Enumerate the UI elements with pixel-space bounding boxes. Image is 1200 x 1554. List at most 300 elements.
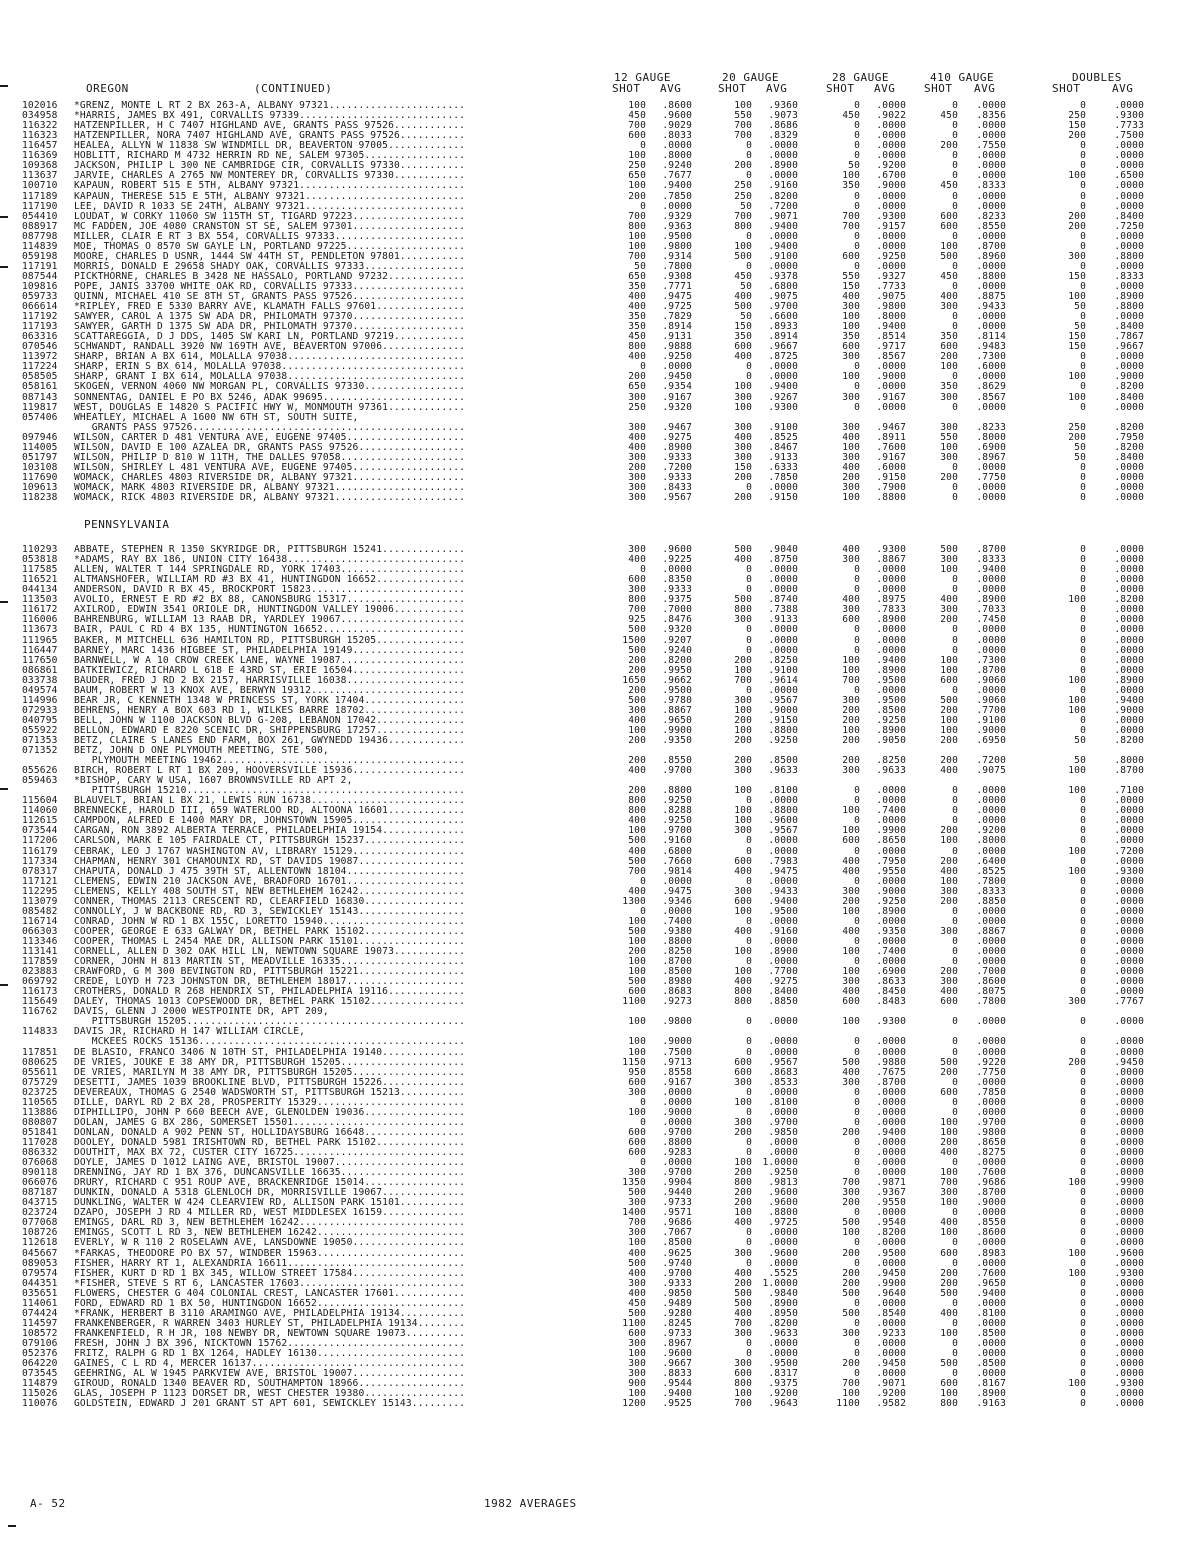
member-id: 117191 [22, 260, 58, 272]
shot-average: .8683 [662, 986, 692, 998]
member-id: 058505 [22, 371, 58, 383]
shot-average: .6000 [876, 461, 906, 473]
shot-count: 50 [1074, 734, 1086, 746]
shot-average: .0000 [1114, 935, 1144, 947]
member-id: 110293 [22, 544, 58, 555]
shot-average: .0000 [1114, 1167, 1144, 1179]
shot-average: .9300 [1114, 1378, 1144, 1390]
shot-average: .8540 [876, 1307, 906, 1319]
shot-count: 500 [628, 694, 646, 706]
member-id: 113346 [22, 935, 58, 947]
shot-count: 100 [628, 1016, 646, 1028]
shot-count: 0 [952, 785, 958, 797]
shot-average: .8000 [876, 311, 906, 323]
shot-average: .6900 [876, 966, 906, 978]
shot-average: .8200 [768, 1317, 798, 1329]
shot-count: 400 [940, 765, 958, 777]
shot-count: 0 [746, 795, 752, 807]
shot-count: 800 [734, 220, 752, 232]
shot-average: .0000 [876, 684, 906, 696]
shot-count: 200 [842, 895, 860, 907]
shot-average: .9880 [876, 1056, 906, 1068]
member-name-address: SCATTAREGGIA, D J DDS, 1405 SW KARI LN, PORTLAND 97219............ [74, 332, 466, 343]
shot-count: 0 [1080, 1096, 1086, 1108]
shot-average: .7700 [768, 966, 798, 978]
shot-average: .9375 [662, 594, 692, 606]
shot-count: 0 [1080, 361, 1086, 373]
shot-average: .0000 [1114, 604, 1144, 616]
shot-average: .9571 [662, 1207, 692, 1219]
shot-count: 300 [628, 1337, 646, 1349]
shot-count: 0 [746, 260, 752, 272]
shot-count: 300 [628, 704, 646, 716]
shot-count: 600 [628, 1327, 646, 1339]
shot-count: 300 [628, 492, 646, 503]
shot-count: 100 [842, 905, 860, 917]
shot-average: .8356 [976, 110, 1006, 121]
shot-average: .9314 [662, 250, 692, 262]
shot-average: .8875 [976, 291, 1006, 302]
shot-count: 100 [1068, 765, 1086, 777]
shot-count: 0 [1080, 1287, 1086, 1299]
shot-count: 200 [628, 461, 646, 473]
shot-count: 0 [1080, 1227, 1086, 1239]
shot-average: .0000 [876, 875, 906, 887]
shot-average: .0000 [976, 1317, 1006, 1329]
member-name-address: WILSON, SHIRLEY L 481 VENTURA AVE, EUGENE 97405................... [74, 462, 466, 473]
shot-average: .0000 [1114, 805, 1144, 817]
shot-average: .0000 [976, 574, 1006, 586]
shot-average: .8911 [876, 431, 906, 443]
shot-count: 50 [1074, 321, 1086, 333]
shot-average: .0000 [876, 795, 906, 807]
member-id: 070546 [22, 341, 58, 353]
shot-average: .8400 [1114, 451, 1144, 463]
shot-count: 1300 [622, 895, 646, 907]
shot-average: .9354 [662, 381, 692, 393]
shot-average: .0000 [876, 644, 906, 656]
shot-average: .7675 [876, 1066, 906, 1078]
shot-count: 700 [734, 674, 752, 686]
shot-count: 0 [952, 1368, 958, 1380]
shot-count: 0 [640, 1096, 646, 1108]
shot-count: 450 [940, 180, 958, 192]
continued-label: (CONTINUED) [254, 82, 333, 95]
shot-average: .8288 [662, 805, 692, 817]
member-name-address: BLAUVELT, BRIAN L BX 21, LEWIS RUN 16738.......................... [74, 796, 466, 807]
member-name-address: BEAR JR, C KENNETH 1348 W PRINCESS ST, YORK 17404................. [74, 695, 466, 706]
shot-average: .9000 [662, 1036, 692, 1048]
shot-average: .0000 [1114, 976, 1144, 988]
shot-average: .0000 [976, 311, 1006, 323]
shot-average: .7850 [768, 471, 798, 483]
shot-count: 0 [1080, 905, 1086, 917]
member-name-address: PLYMOUTH MEETING 19462......................................... [74, 756, 466, 766]
shot-count: 0 [1080, 381, 1086, 393]
member-name-address: SAWYER, GARTH D 1375 SW ADA DR, PHILOMATH 97370................... [74, 322, 466, 333]
shot-count: 800 [734, 1378, 752, 1390]
shot-average: .0000 [976, 845, 1006, 857]
member-name-address: PICKTHORNE, CHARLES B 3428 NE HASSALO, PORTLAND 97232............. [74, 271, 466, 282]
member-name-address: GLAS, JOSEPH P 1123 DORSET DR, WEST CHESTER 19380................. [74, 1389, 466, 1400]
member-id: 054410 [22, 210, 58, 222]
shot-average: .9850 [768, 1126, 798, 1138]
shot-average: .9550 [876, 1197, 906, 1209]
shot-average: .9686 [662, 1217, 692, 1229]
member-name-address: ABBATE, STEPHEN R 1350 SKYRIDGE DR, PITTSBURGH 15241.............. [74, 545, 466, 555]
shot-average: .9475 [768, 865, 798, 877]
shot-average: .0000 [768, 845, 798, 857]
shot-average: .9600 [768, 1247, 798, 1259]
shot-count: 400 [734, 431, 752, 443]
shot-count: 700 [940, 1177, 958, 1189]
shot-average: .8983 [976, 1247, 1006, 1259]
shot-count: 150 [734, 321, 752, 333]
shot-count: 400 [734, 925, 752, 937]
shot-average: .0000 [976, 120, 1006, 132]
shot-count: 200 [940, 734, 958, 746]
shot-average: .0000 [876, 1096, 906, 1108]
shot-average: .9850 [662, 1287, 692, 1299]
shot-count: 350 [734, 331, 752, 343]
member-name-address: *HARRIS, JAMES BX 491, CORVALLIS 97339............................ [74, 111, 466, 121]
shot-count: 0 [746, 845, 752, 857]
member-id: 115649 [22, 996, 58, 1008]
shot-average: .7000 [662, 604, 692, 616]
shot-average: .0000 [976, 481, 1006, 493]
shot-count: 0 [952, 915, 958, 927]
shot-count: 350 [940, 381, 958, 393]
shot-count: 100 [628, 935, 646, 947]
shot-count: 200 [734, 1187, 752, 1199]
shot-average: .0000 [1114, 1126, 1144, 1138]
shot-average: .8850 [976, 895, 1006, 907]
shot-count: 0 [746, 564, 752, 576]
page-number: A- 52 [30, 1497, 66, 1510]
shot-average: .9433 [976, 301, 1006, 312]
member-id: 076068 [22, 1157, 58, 1168]
member-id: 080807 [22, 1116, 58, 1128]
shot-average: .0000 [662, 1116, 692, 1128]
shot-average: .7400 [876, 946, 906, 957]
shot-average: .0000 [768, 1237, 798, 1249]
shot-average: .0000 [662, 1086, 692, 1098]
shot-count: 0 [952, 481, 958, 493]
member-name-address: CLEMENS, EDWIN 210 JACKSON AVE, BRADFORD 16701.................... [74, 876, 466, 887]
shot-count: 300 [842, 1327, 860, 1339]
shot-count: 600 [628, 1147, 646, 1158]
shot-count: 300 [734, 1247, 752, 1259]
shot-average: .6800 [662, 845, 692, 857]
shot-count: 100 [940, 1167, 958, 1179]
shot-average: .9000 [976, 724, 1006, 736]
shot-count: 0 [746, 371, 752, 383]
member-id: 117193 [22, 321, 58, 333]
shot-count: 500 [940, 250, 958, 262]
shot-count: 0 [854, 845, 860, 857]
shot-average: .9075 [768, 291, 798, 302]
shot-average: .0000 [976, 805, 1006, 817]
member-name-address: CAMPDON, ALFRED E 1400 MARY DR, JOHNSTOWN 15905................... [74, 816, 466, 827]
shot-average: .7200 [976, 755, 1006, 766]
margin-tick [0, 216, 8, 218]
shot-count: 100 [842, 170, 860, 182]
shot-count: 400 [940, 865, 958, 877]
shot-average: .8250 [662, 946, 692, 957]
shot-count: 100 [842, 664, 860, 676]
shot-count: 100 [628, 724, 646, 736]
shot-average: .7750 [976, 1066, 1006, 1078]
shot-count: 600 [842, 250, 860, 262]
shot-average: .9450 [876, 1358, 906, 1369]
shot-average: .9614 [768, 674, 798, 686]
member-id: 114597 [22, 1317, 58, 1329]
member-name-address: CROTHERS, DONALD R 268 HENDRIX ST, PHILADELPHIA 19116............. [74, 987, 466, 998]
shot-count: 0 [854, 1096, 860, 1108]
shot-count: 200 [628, 664, 646, 676]
shot-average: 1.0000 [762, 1277, 798, 1289]
margin-tick [0, 601, 8, 603]
shot-count: 0 [854, 1257, 860, 1269]
shot-count: 700 [734, 120, 752, 132]
shot-average: .0000 [876, 1167, 906, 1179]
shot-count: 0 [746, 1106, 752, 1118]
shot-average: .8700 [876, 1076, 906, 1088]
shot-average: .8900 [876, 905, 906, 917]
shot-average: .9320 [662, 401, 692, 413]
shot-count: 50 [740, 200, 752, 212]
shot-count: 400 [734, 976, 752, 988]
shot-count: 0 [746, 956, 752, 967]
shot-count: 0 [1080, 100, 1086, 111]
shot-count: 0 [854, 624, 860, 636]
shot-average: .0000 [876, 140, 906, 152]
shot-count: 0 [1080, 714, 1086, 726]
shot-count: 0 [746, 1086, 752, 1098]
shot-count: 200 [842, 1277, 860, 1289]
member-name-address: EVERLY, W R 110 2 ROSELAWN AVE, LANSDOWNE 19050................... [74, 1238, 466, 1249]
shot-average: .9071 [876, 1378, 906, 1390]
member-name-address: SCHWANDT, RANDALL 3920 NW 169TH AVE, BEAVERTON 97006.............. [74, 342, 466, 353]
shot-average: .0000 [976, 946, 1006, 957]
shot-count: 400 [842, 1066, 860, 1078]
shot-count: 800 [734, 986, 752, 998]
shot-average: .0000 [1114, 905, 1144, 917]
shot-count: 300 [734, 825, 752, 837]
shot-average: .9250 [876, 714, 906, 726]
shot-count: 0 [1080, 624, 1086, 636]
shot-average: .9283 [662, 1147, 692, 1158]
shot-count: 0 [1080, 946, 1086, 957]
shot-count: 200 [940, 351, 958, 363]
member-name-address: DRURY, RICHARD C 951 ROUP AVE, BRACKENRIDGE 15014................. [74, 1178, 466, 1189]
shot-count: 300 [734, 765, 752, 777]
shot-average: .8500 [976, 1327, 1006, 1339]
shot-average: .0000 [1114, 461, 1144, 473]
shot-average: .8967 [976, 451, 1006, 463]
shot-count: 0 [1080, 280, 1086, 292]
shot-average: .8525 [768, 431, 798, 443]
shot-count: 300 [628, 1086, 646, 1098]
shot-average: .0000 [876, 1036, 906, 1048]
shot-count: 0 [640, 564, 646, 576]
shot-average: .7400 [876, 805, 906, 817]
member-name-address: BAKER, M MITCHELL 636 HAMILTON RD, PITTSBURGH 15205............... [74, 635, 466, 646]
shot-average: .0000 [1114, 825, 1144, 837]
shot-average: .8800 [662, 785, 692, 797]
shot-average: .9567 [768, 825, 798, 837]
shot-count: 300 [734, 885, 752, 897]
shot-count: 150 [1068, 120, 1086, 132]
shot-average: .0000 [876, 1257, 906, 1269]
shot-average: .0000 [1114, 1086, 1144, 1098]
member-name-address: HATZENPILLER, NORA 7407 HIGHLAND AVE, GRANTS PASS 97526........... [74, 131, 466, 142]
shot-average: .9713 [662, 1056, 692, 1068]
shot-count: 0 [952, 634, 958, 646]
shot-average: .6950 [976, 734, 1006, 746]
shot-count: 500 [842, 1217, 860, 1229]
shot-average: .8558 [662, 1066, 692, 1078]
shot-average: .8329 [768, 130, 798, 142]
shot-count: 700 [734, 130, 752, 142]
member-id: 114996 [22, 694, 58, 706]
member-name-address: FISHER, KURT D RD 1 BX 345, WILLOW STREET 17584................... [74, 1268, 466, 1279]
member-name-address: CORNER, JOHN H 813 MARTIN ST, MEADVILLE 16335..................... [74, 957, 466, 967]
member-name-address: CLEMENS, KELLY 408 SOUTH ST, NEW BETHLEHEM 16242.................. [74, 886, 466, 897]
shot-count: 100 [940, 240, 958, 252]
member-id: 097946 [22, 431, 58, 443]
shot-average: .0000 [976, 634, 1006, 646]
member-id: 117851 [22, 1046, 58, 1058]
shot-average: .0000 [768, 361, 798, 373]
shot-average: .7600 [976, 1167, 1006, 1179]
shot-average: .8275 [976, 1147, 1006, 1158]
shot-count: 0 [746, 584, 752, 596]
shot-subheader: SHOT [1052, 82, 1081, 95]
shot-average: .0000 [976, 1297, 1006, 1309]
member-id: 086332 [22, 1147, 58, 1158]
shot-average: .0000 [768, 1227, 798, 1239]
shot-average: .9433 [768, 885, 798, 897]
shot-count: 0 [952, 160, 958, 172]
shot-count: 350 [628, 280, 646, 292]
shot-average: .8800 [768, 724, 798, 736]
shot-count: 0 [952, 644, 958, 656]
shot-average: .9700 [662, 1167, 692, 1179]
member-id: 059198 [22, 250, 58, 262]
shot-count: 0 [1080, 1106, 1086, 1118]
shot-count: 300 [842, 421, 860, 433]
shot-average: .9544 [662, 1378, 692, 1390]
shot-count: 550 [734, 110, 752, 121]
shot-average: .9333 [662, 584, 692, 596]
shot-count: 800 [628, 341, 646, 353]
shot-count: 400 [628, 351, 646, 363]
member-name-address: FRITZ, RALPH G RD 1 BX 1264, HADLEY 16130......................... [74, 1349, 466, 1359]
shot-average: .0000 [1114, 260, 1144, 272]
shot-count: 0 [1080, 1237, 1086, 1249]
shot-count: 100 [1068, 674, 1086, 686]
member-id: 114879 [22, 1378, 58, 1390]
shot-count: 0 [952, 845, 958, 857]
shot-average: .0000 [768, 644, 798, 656]
member-name-address: CHAPUTA, DONALD J 475 39TH ST, ALLENTOWN 18104.................... [74, 866, 466, 877]
shot-average: .0000 [1114, 1257, 1144, 1269]
shot-average: .0000 [876, 1106, 906, 1118]
shot-count: 1100 [622, 996, 646, 1008]
shot-average: .9131 [662, 331, 692, 343]
shot-count: 100 [842, 321, 860, 333]
shot-average: .8100 [768, 1096, 798, 1108]
shot-count: 400 [842, 431, 860, 443]
shot-average: .8900 [876, 614, 906, 626]
shot-count: 300 [628, 1368, 646, 1380]
shot-average: .9813 [768, 1177, 798, 1189]
member-name-address: DUNKIN, DONALD A 5318 GLENLOCH DR, MORRISVILLE 19067.............. [74, 1188, 466, 1199]
shot-average: .7733 [1114, 120, 1144, 132]
shot-count: 0 [1080, 976, 1086, 988]
shot-average: .9950 [662, 664, 692, 676]
shot-average: .0000 [876, 1337, 906, 1349]
shot-average: .0000 [662, 361, 692, 373]
shot-count: 500 [940, 1056, 958, 1068]
member-id: 117859 [22, 956, 58, 967]
shot-count: 100 [734, 946, 752, 957]
shot-average: .0000 [768, 1257, 798, 1269]
shot-count: 0 [1080, 1086, 1086, 1098]
shot-count: 300 [734, 421, 752, 433]
shot-count: 1650 [622, 674, 646, 686]
shot-count: 300 [734, 441, 752, 453]
shot-count: 0 [952, 1297, 958, 1309]
shot-count: 700 [628, 120, 646, 132]
member-id: 034958 [22, 110, 58, 121]
shot-average: .9900 [1114, 1177, 1144, 1189]
shot-average: .7500 [662, 1046, 692, 1058]
shot-average: .7067 [662, 1227, 692, 1239]
shot-count: 300 [734, 1076, 752, 1088]
member-name-address: MORRIS, DONALD E 29658 SHADY OAK, CORVALLIS 97333................. [74, 261, 466, 272]
shot-average: .9000 [1114, 704, 1144, 716]
member-name-address: CORNELL, ALLEN D 302 OAK HILL LN, NEWTOWN SQUARE 19073............ [74, 947, 466, 957]
shot-count: 0 [854, 1207, 860, 1219]
shot-average: .0000 [768, 1046, 798, 1058]
member-id: 109613 [22, 481, 58, 493]
shot-average: .8650 [976, 1136, 1006, 1148]
shot-average: .0000 [768, 1147, 798, 1158]
shot-average: .0000 [976, 935, 1006, 947]
shot-average: .9167 [876, 391, 906, 403]
shot-count: 925 [628, 614, 646, 626]
member-id: 117585 [22, 564, 58, 576]
shot-average: .0000 [976, 1106, 1006, 1118]
shot-average: .8950 [768, 1307, 798, 1319]
shot-average: .9029 [662, 120, 692, 132]
shot-average: .9300 [1114, 865, 1144, 877]
shot-count: 600 [628, 1136, 646, 1148]
shot-count: 0 [1080, 724, 1086, 736]
member-name-address: ANDERSON, DAVID R BX 45, BROCKPORT 15823.......................... [74, 585, 466, 596]
shot-average: .0000 [1114, 1297, 1144, 1309]
shot-count: 400 [842, 291, 860, 302]
shot-count: 100 [734, 724, 752, 736]
member-id: 116173 [22, 986, 58, 998]
shot-average: .8600 [662, 100, 692, 111]
shot-average: .9250 [662, 351, 692, 363]
shot-count: 500 [628, 835, 646, 847]
shot-count: 50 [740, 280, 752, 292]
shot-count: 100 [628, 1106, 646, 1118]
